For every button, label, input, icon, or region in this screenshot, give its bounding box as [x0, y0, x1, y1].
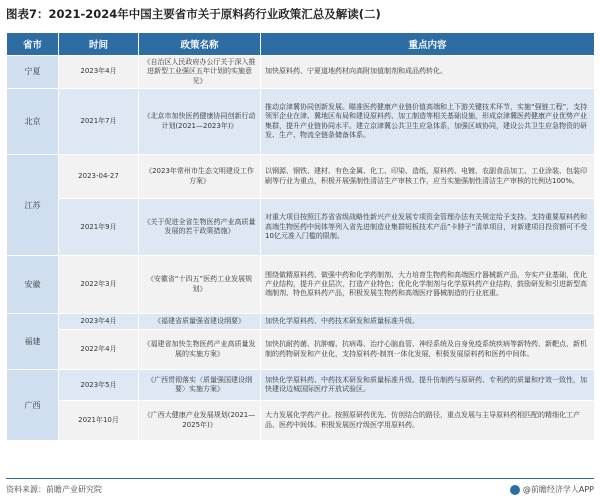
- content-cell: 以钢源、钢铁、建材、有色金属、化工、印染、造纸、原料药、电镀、农副食品加工、工业涂装、包装印刷等行业为重点，积极开展强制性清洁生产审核工作，应当实施强制性清洁生产审核的比例达100%。: [261, 155, 595, 199]
- content-cell: 加快化学原料药、中药技术研发和质量标准升级。: [261, 314, 595, 330]
- content-cell: 加快原料药、宁夏道地药材向高附加值制剂和成品药转化。: [261, 56, 595, 89]
- policy-name-cell: 《安徽省“十四五”医药工业发展规划》: [139, 256, 261, 314]
- header-policy: 政策名称: [139, 33, 261, 56]
- province-cell: 北京: [7, 89, 59, 155]
- table-row: [7, 314, 595, 330]
- time-cell: 2022年4月: [59, 330, 139, 370]
- province-cell: 广西: [7, 370, 59, 441]
- time-cell: 2022年3月: [59, 256, 139, 314]
- content-cell: 加快化学原料药、中药技术研发和质量标准升级。提升仿制药与原研药、专利药的质量和疗效一致性，加快建设边城国际医疗开放试验区。: [261, 370, 595, 401]
- footer-divider: [6, 478, 594, 479]
- table-row: [7, 256, 595, 314]
- time-cell: 2023年4月: [59, 314, 139, 330]
- province-cell: 福建: [7, 314, 59, 370]
- brand-mark: [510, 484, 594, 495]
- policy-name-cell: 《广西贯彻落实〈质量强国建设纲要〉实施方案》: [139, 370, 261, 401]
- policy-name-cell: 《自治区人民政府办公厅关于深入推进新型工业强区五年计划的实施意见》: [139, 56, 261, 89]
- table-row: [7, 401, 595, 441]
- policy-name-cell: 《关于促进全省生物医药产业高质量发展的若干政策措施》: [139, 199, 261, 256]
- table-body: [7, 56, 595, 441]
- table-row: [7, 199, 595, 256]
- table-row: [7, 89, 595, 155]
- header-time: 时间: [59, 33, 139, 56]
- chart-title: 图表7：2021-2024年中国主要省市关于原料药行业政策汇总及解读(二): [6, 7, 381, 21]
- header-content: 重点内容: [261, 33, 595, 56]
- header-province: 省市: [7, 33, 59, 56]
- time-cell: 2021年9月: [59, 199, 139, 256]
- table-row: [7, 155, 595, 199]
- policy-name-cell: 《北京市加快医药健康协同创新行动计划(2021—2023年)》: [139, 89, 261, 155]
- content-cell: 围绕做精原料药、做强中药和化学药制剂、大力培育生物药和高端医疗器械新产品，夯实产业基础，优化产业结构，提升产业层次，打造产业特色；优化化学制剂与化学原料药产业结构，鼓励研发和引进新型高端制剂、特色原料药产品，积极发展生物药和高端医疗器械制造的行业底重。: [261, 256, 595, 314]
- source-note: 资料来源：前瞻产业研究院: [6, 485, 102, 494]
- table-header-row: [7, 33, 595, 56]
- time-cell: 2023年4月: [59, 56, 139, 89]
- table-row: [7, 370, 595, 401]
- content-cell: 大力发展化学药产业。按照原研药优先、仿创结合的路径，重点发展与主导原料药相匹配的精细化工产品、医药中间体。积极发展医疗级医学用原料药。: [261, 401, 595, 441]
- time-cell: 2023-04-27: [59, 155, 139, 199]
- content-cell: 对重大项目按照江苏省省级战略性新兴产业发展专项资金管理办法有关规定给予支持。支持重要原料药和高端生物医药中间体等列入省先进制造业集群短板技术产品”卡脖子”清单项目，对新建项目投资额可不受10亿元准入门槛的限制。: [261, 199, 595, 256]
- brand-logo-icon: [510, 485, 520, 495]
- policy-name-cell: 《2023年常州市生态文明建设工作方案》: [139, 155, 261, 199]
- policy-table: [6, 32, 595, 441]
- content-cell: 推动京津冀协同创新发展。瞄准医药健康产业链价值高端和上下游关键技术环节，实施“强链工程”，支持领军企业在津、冀地区布局和建设原料药、加工制造等相关基础设施，形成京津冀医药健康产业优势产业集群，提升产业链协同水平。建立京津冀公共卫生应急体系，加强区域协同，建设公共卫生应急物资的研发、生产、物流全链条储备体系。: [261, 89, 595, 155]
- policy-name-cell: 《广西大健康产业发展规划(2021—2025年)》: [139, 401, 261, 441]
- policy-name-cell: 《福建省加快生物医药产业高质量发展的实施方案》: [139, 330, 261, 370]
- time-cell: 2021年10月: [59, 401, 139, 441]
- policy-table-wrapper: [6, 32, 594, 441]
- content-cell: 加快抗耐药菌、抗肿瘤、抗病毒、治疗心脑血管、神经系统及自身免疫系统疾病等新特药、新靶点、新机制的药物研发和产业化，支持原料药-制剂一体化发展，积极发展原料药和医药中间体。: [261, 330, 595, 370]
- table-row: [7, 330, 595, 370]
- province-cell: 宁夏: [7, 56, 59, 89]
- time-cell: 2021年7月: [59, 89, 139, 155]
- province-cell: 安徽: [7, 256, 59, 314]
- policy-name-cell: 《福建省质量强省建设纲要》: [139, 314, 261, 330]
- time-cell: 2023年5月: [59, 370, 139, 401]
- table-row: [7, 56, 595, 89]
- brand-text: @前瞻经济学人APP: [522, 485, 594, 494]
- province-cell: 江苏: [7, 155, 59, 256]
